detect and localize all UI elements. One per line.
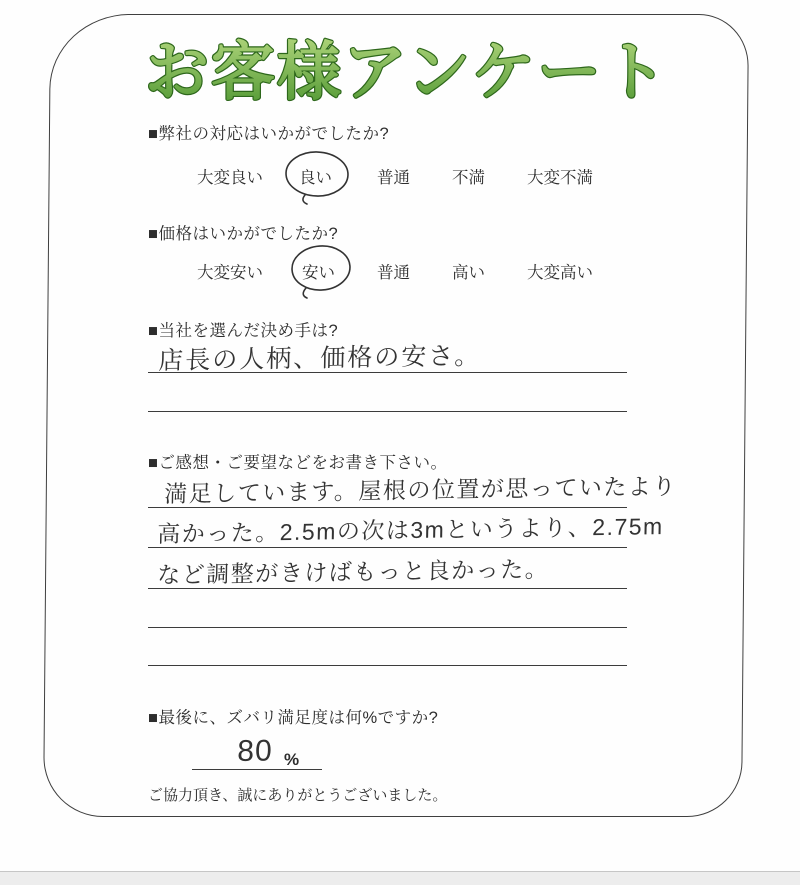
answer-line [148,411,627,412]
handdrawn-selection-circle-q2 [288,242,360,304]
q4-handwritten-line-2: 高かった。2.5mの次は3mというより、2.75m [157,513,664,547]
answer-line [148,665,627,666]
answer-line [148,547,627,548]
question-1-label: ■弊社の対応はいかがでしたか? [148,125,390,143]
q1-option-very-good: 大変良い [197,169,263,187]
q5-handwritten-percentage: 80 [237,734,274,768]
thank-you-note: ご協力頂き、誠にありがとうございました。 [148,787,448,804]
handdrawn-selection-circle-q1 [283,148,355,208]
answer-line [148,627,627,628]
question-3-label: ■当社を選んだ決め手は? [148,322,339,340]
q2-option-cheap: 安い [302,264,335,282]
q2-option-very-cheap: 大変安い [197,264,263,282]
question-2-label: ■価格はいかがでしたか? [148,225,339,243]
question-5-label: ■最後に、ズバリ満足度は何%ですか? [148,709,439,727]
q2-option-very-expensive: 大変高い [527,264,593,282]
q2-option-normal: 普通 [377,264,410,282]
q4-handwritten-line-3: など調整がきけばもっと良かった。 [157,555,550,588]
answer-line [148,507,627,508]
q3-handwritten-answer: 店長の人柄、価格の安さ。 [158,341,482,375]
q2-option-expensive: 高い [452,264,485,282]
q1-option-bad: 不満 [452,169,485,187]
q1-option-good: 良い [299,169,332,187]
answer-line [148,372,627,373]
page-title: お客様アンケート [144,36,670,110]
percent-sign: % [284,750,300,769]
q4-handwritten-line-1: 満足しています。屋根の位置が思っていたより [164,472,678,507]
scan-artifact-strip [0,871,800,885]
answer-line [148,588,627,589]
question-4-label: ■ご感想・ご要望などをお書き下さい。 [148,454,448,472]
q1-option-very-bad: 大変不満 [527,169,593,187]
q1-option-normal: 普通 [377,169,410,187]
survey-title-wordart [62,14,752,110]
percentage-answer-line [192,769,322,770]
